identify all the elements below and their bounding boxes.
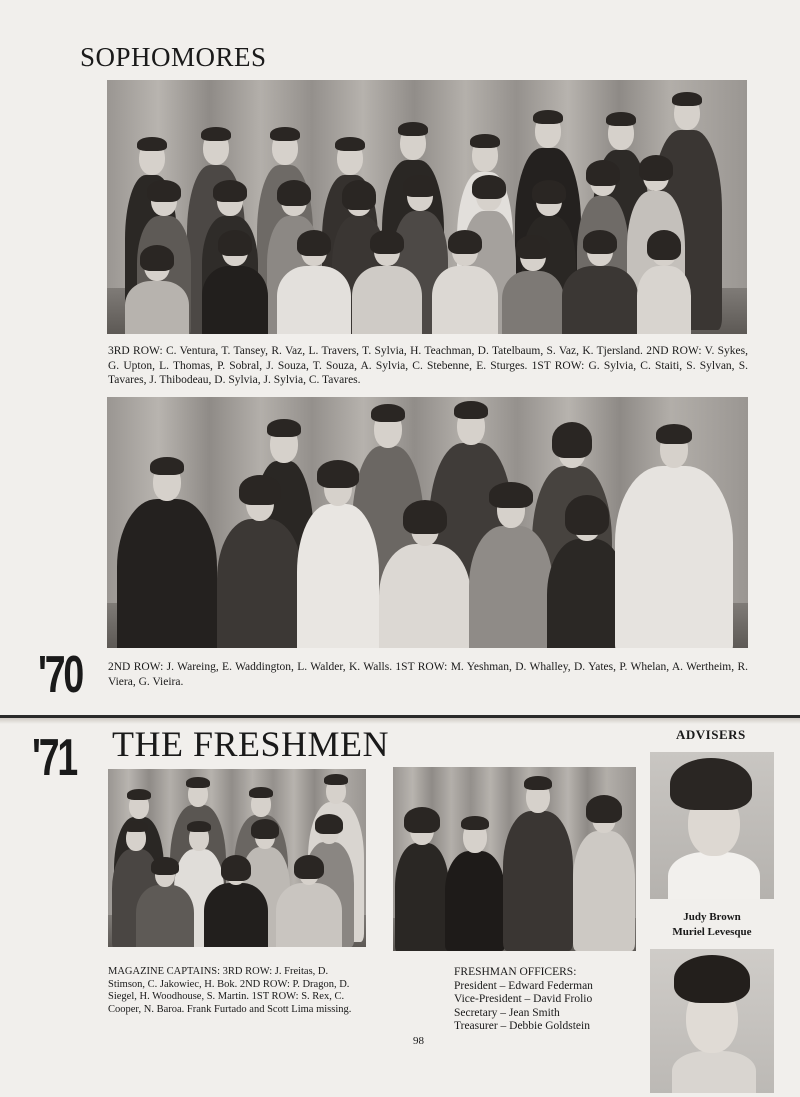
adviser-name-1: Judy Brown: [683, 911, 741, 923]
class-year-71: '71: [32, 729, 77, 787]
sophomores-photo-1-caption: 3RD ROW: C. Ventura, T. Tansey, R. Vaz, L. Travers, T. Sylvia, H. Teachman, D. Tatelbaum, S. Vaz, K. Tjersland. 2ND ROW: V. Sykes, G. Upton, L. Thomas, P. Sobral, J. Souza, T. Souza, A. Sylvia, C. Stebenne, E. Sturges. 1ST ROW: G. Sylvia, C. Staiti, S. Sylvan, S. Tavares, J. Thibodeau, D. Sylvia, J. Sylvia, C. Tavares.: [108, 345, 748, 386]
officer-vice-president: Vice-President – David Frolio: [454, 993, 593, 1005]
freshmen-heading: THE FRESHMEN: [112, 724, 390, 764]
sophomores-group-photo-1: [107, 80, 747, 334]
sophomores-photo-2-caption: 2ND ROW: J. Wareing, E. Waddington, L. Walder, K. Walls. 1ST ROW: M. Yeshman, D. Whalley, D. Yates, P. Whelan, A. Wertheim, R. Viera, G. Vieira.: [108, 661, 748, 688]
officer-president: President – Edward Federman: [454, 979, 593, 992]
officer-secretary: Secretary – Jean Smith: [454, 1006, 560, 1019]
advisers-heading: ADVISERS: [676, 727, 746, 742]
class-year-70: '70: [38, 646, 83, 704]
sophomores-group-photo-2: [107, 397, 748, 648]
freshman-officers-photo: [393, 767, 636, 951]
page-number: 98: [413, 1035, 424, 1047]
sophomores-heading: SOPHOMORES: [80, 42, 267, 72]
adviser-portrait-1: [650, 752, 774, 899]
freshman-officers-list: [454, 966, 593, 1034]
magazine-captains-photo: [108, 769, 366, 947]
adviser-name-2: Muriel Levesque: [672, 926, 752, 938]
adviser-portrait-2: [650, 949, 774, 1093]
magazine-captains-caption: MAGAZINE CAPTAINS: 3RD ROW: J. Freitas, D. Stimson, C. Jakowiec, H. Bok. 2ND ROW: P. Dragon, D. Siegel, H. Woodhouse, S. Martin. 1ST ROW: S. Rex, C. Cooper, N. Baroa. Frank Furtado and Scott Lima missing.: [108, 966, 352, 1015]
officers-title: FRESHMAN OFFICERS:: [454, 966, 577, 978]
officer-treasurer: Treasurer – Debbie Goldstein: [454, 1020, 590, 1032]
